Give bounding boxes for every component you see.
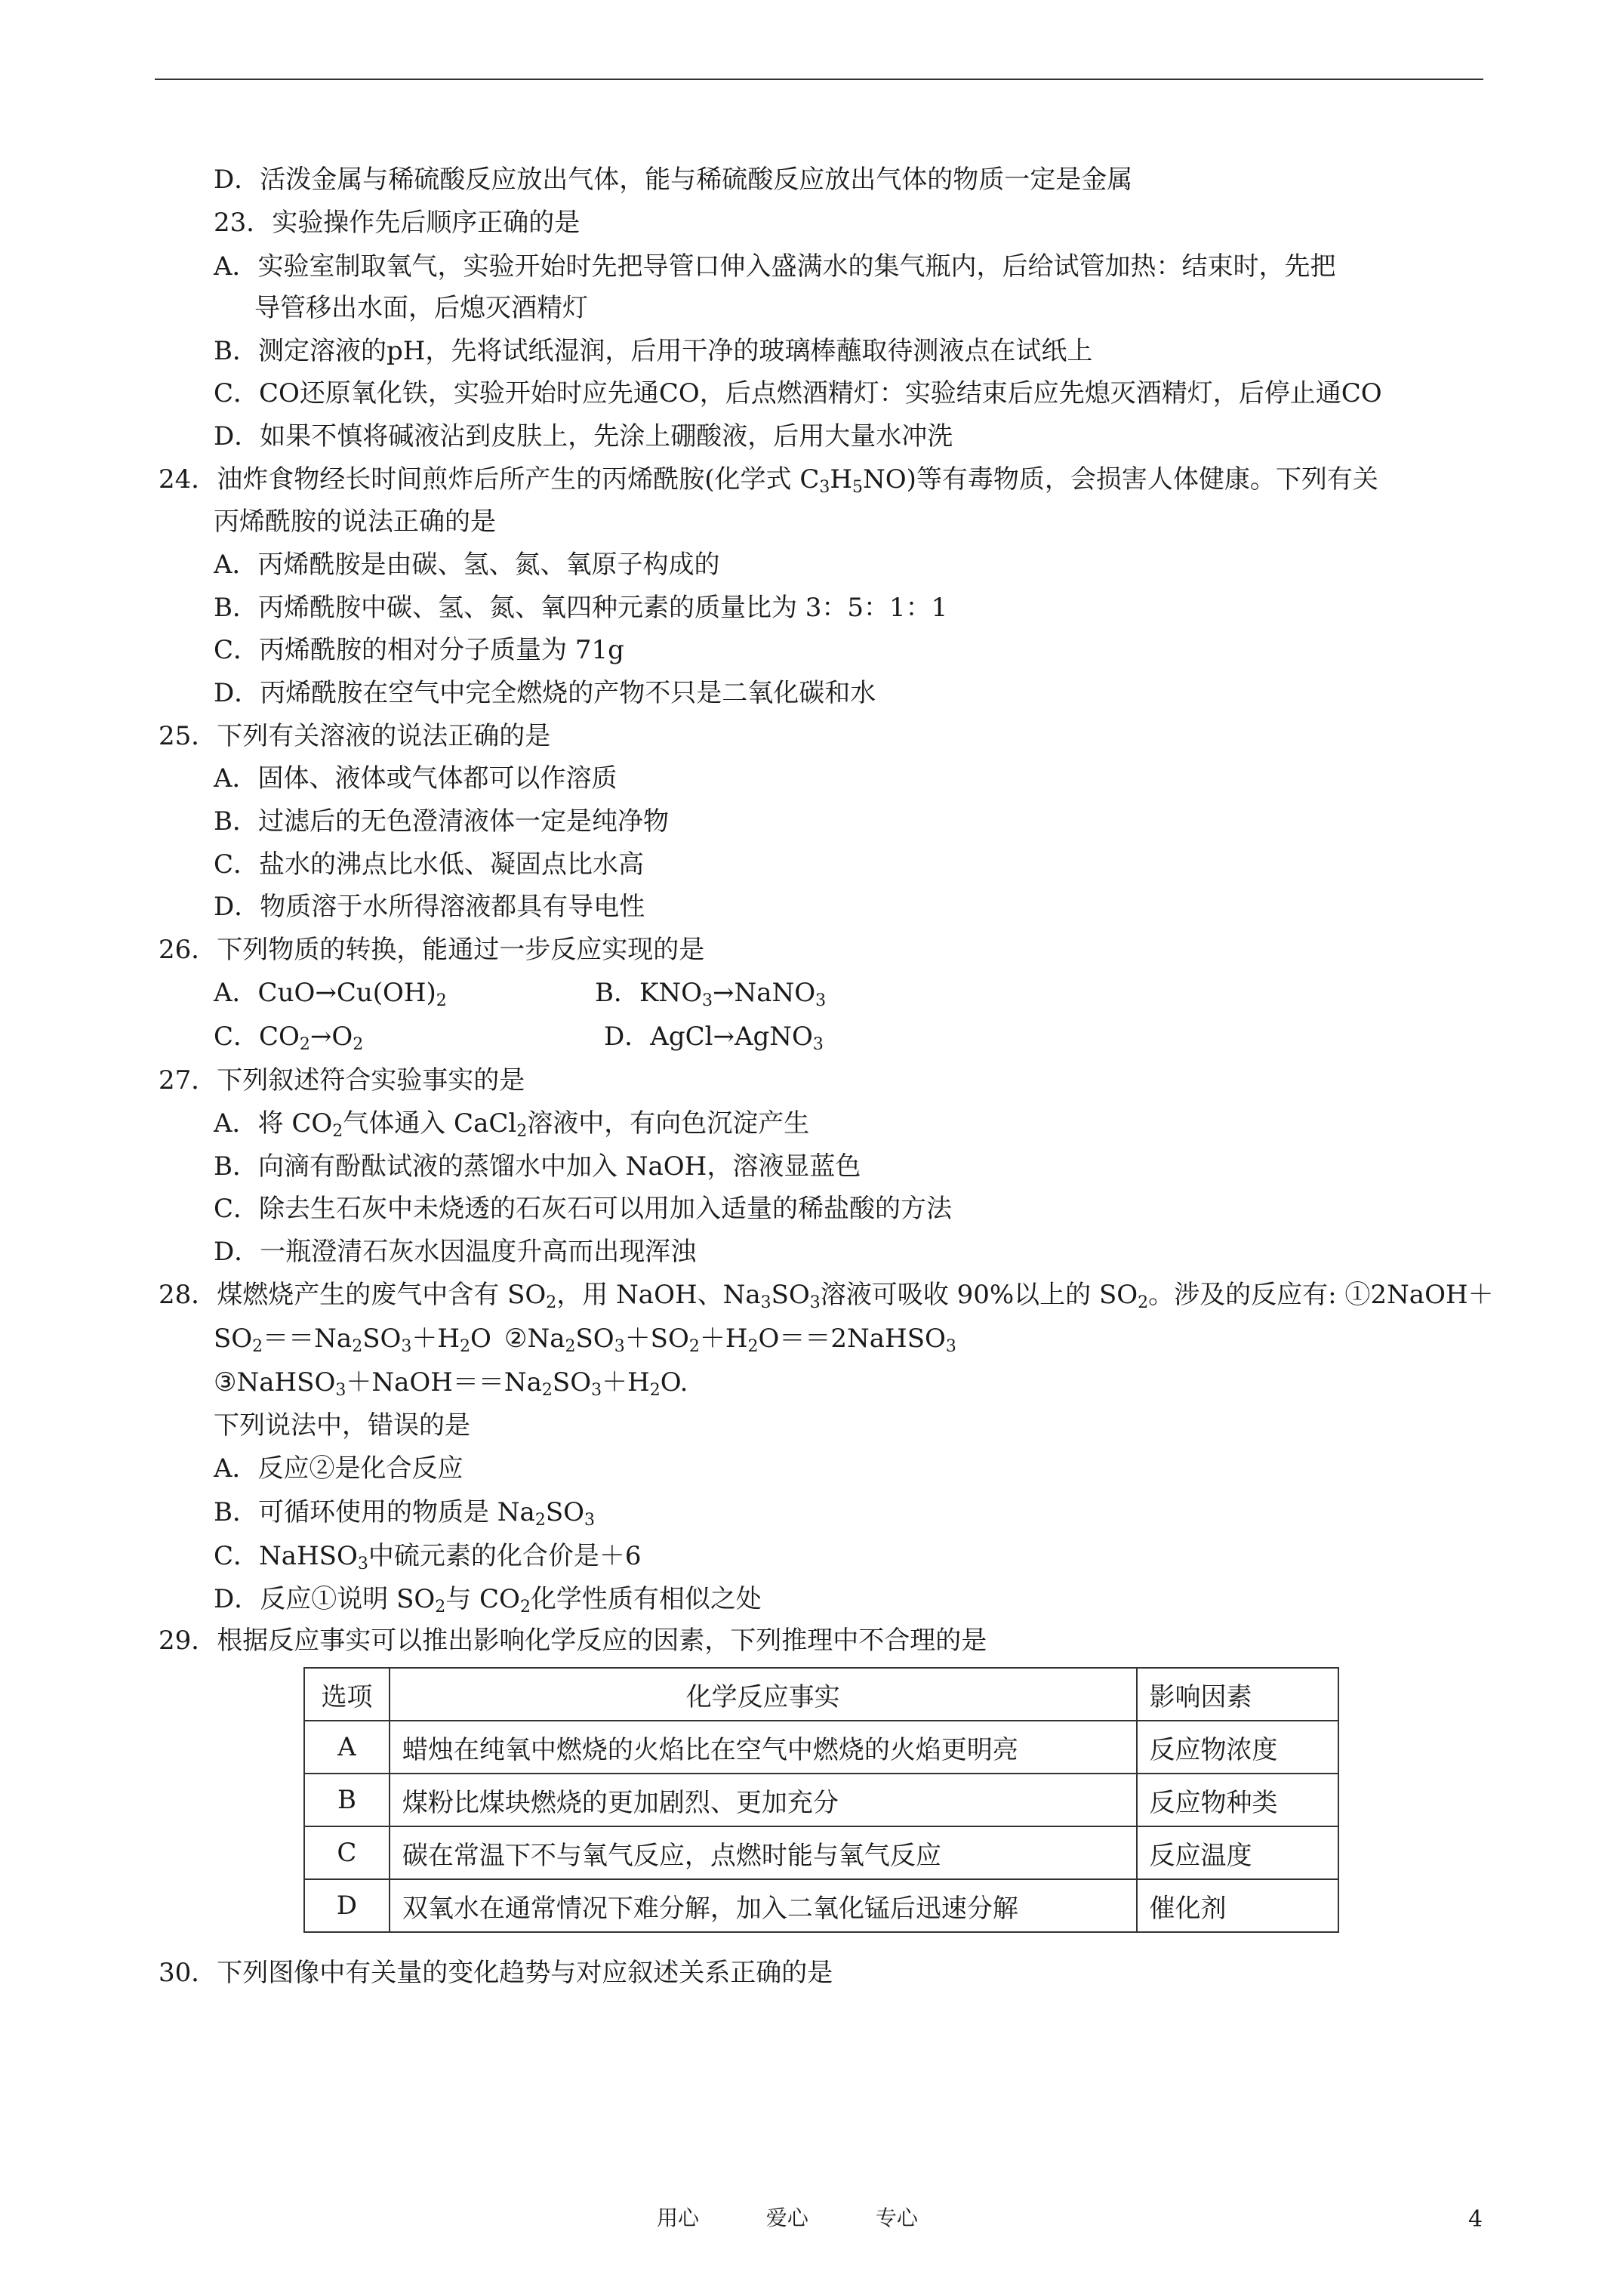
q29-stem: 29．根据反应事实可以推出影响化学反应的因素，下列推理中不合理的是	[159, 1626, 987, 1656]
q28-equation-1: $SO_2==Na_2SO_3+H_2O$	[214, 1324, 491, 1356]
q23-stem: 23．实验操作先后顺序正确的是	[214, 208, 581, 238]
q28-equation-3: $③NaHSO_3+NaOH==Na_2SO_3+H_2O$.	[214, 1367, 688, 1400]
table-cell: 反应温度	[1137, 1826, 1338, 1879]
table-cell: 双氧水在通常情况下难分解，加入二氧化锰后迅速分解	[390, 1879, 1137, 1932]
q28-equation-2: $②Na_2SO_3+SO_2+H_2O==2NaHSO_3$	[504, 1324, 956, 1356]
table-cell: 碳在常温下不与氧气反应，点燃时能与氧气反应	[390, 1826, 1137, 1879]
table-header-cell: 影响因素	[1137, 1668, 1338, 1721]
table-cell: 蜡烛在纯氧中燃烧的火焰比在空气中燃烧的火焰更明亮	[390, 1721, 1137, 1774]
q27-option-a: A．将 $CO_2$气体通入 CaCl$_2$溶液中，有向色沉淀产生	[214, 1108, 810, 1141]
page-number: 4	[1468, 2206, 1483, 2233]
table-header-cell: 选项	[304, 1668, 390, 1721]
footer-motto-item: 用心	[657, 2205, 700, 2230]
q26-option-a: A．$CuO\to Cu(OH)_2$	[214, 978, 447, 1010]
q22-option-d: D．活泼金属与稀硫酸反应放出气体，能与稀硫酸反应放出气体的物质一定是金属	[214, 165, 1133, 195]
q27-option-d: D．一瓶澄清石灰水因温度升高而出现浑浊	[214, 1237, 697, 1267]
table-row	[304, 1826, 1338, 1879]
table-row	[304, 1879, 1338, 1932]
q24-option-a: A．丙烯酰胺是由碳、氢、氮、氧原子构成的	[214, 550, 720, 580]
q23-option-c: C．CO还原氧化铁，实验开始时应先通CO，后点燃酒精灯：实验结束后应先熄灭酒精灯，后停止通CO	[214, 378, 1382, 408]
q25-option-d: D．物质溶于水所得溶液都具有导电性	[214, 892, 645, 922]
table-cell: D	[304, 1879, 390, 1932]
q27-stem: 27．下列叙述符合实验事实的是	[159, 1065, 525, 1096]
q28-option-a: A．反应②是化合反应	[214, 1453, 463, 1484]
q23-option-a-cont: 导管移出水面，后熄灭酒精灯	[254, 293, 588, 323]
q26-option-d: D．AgCl→AgNO$_3$	[604, 1022, 824, 1054]
q28-option-b: B．可循环使用的物质是 $Na_2SO_3$	[214, 1497, 595, 1530]
table-cell: A	[304, 1721, 390, 1774]
q25-stem: 25．下列有关溶液的说法正确的是	[159, 721, 551, 751]
table-cell: 反应物浓度	[1137, 1721, 1338, 1774]
q24-option-c: C．丙烯酰胺的相对分子质量为 71g	[214, 635, 624, 665]
q24-option-d: D．丙烯酰胺在空气中完全燃烧的产物不只是二氧化碳和水	[214, 678, 876, 708]
q24-option-b: B．丙烯酰胺中碳、氢、氮、氧四种元素的质量比为 3：5：1：1	[214, 593, 948, 623]
q30-stem: 30．下列图像中有关量的变化趋势与对应叙述关系正确的是	[159, 1958, 833, 1988]
table-cell: B	[304, 1774, 390, 1826]
q23-option-b: B．测定溶液的pH，先将试纸湿润，后用干净的玻璃棒蘸取待测液点在试纸上	[214, 336, 1093, 366]
table-cell: 催化剂	[1137, 1879, 1338, 1932]
q28-ask: 下列说法中，错误的是	[214, 1410, 470, 1441]
table-cell: 煤粉比煤块燃烧的更加剧烈、更加充分	[390, 1774, 1137, 1826]
table-header-cell: 化学反应事实	[390, 1668, 1137, 1721]
q27-option-b: B．向滴有酚酞试液的蒸馏水中加入 NaOH，溶液显蓝色	[214, 1151, 861, 1182]
header-rule	[155, 79, 1483, 80]
table-cell: C	[304, 1826, 390, 1879]
q27-option-c: C．除去生石灰中未烧透的石灰石可以用加入适量的稀盐酸的方法	[214, 1194, 953, 1224]
q28-option-d: D．反应①说明 $SO_2$与 $CO_2$化学性质有相似之处	[214, 1584, 762, 1616]
q28-stem: 28．煤燃烧产生的废气中含有 $SO_2$，用 NaOH、$Na_3SO_3$溶液可吸收 90%以上的 $SO_2$。涉及的反应有: ①2NaOH＋	[159, 1280, 1494, 1312]
q23-option-d: D．如果不慎将碱液沾到皮肤上，先涂上硼酸液，后用大量水冲洗	[214, 421, 953, 451]
q24-stem: 24．油炸食物经长时间煎炸后所产生的丙烯酰胺(化学式 $C_3H_5NO$)等有毒物质，会损害人体健康。下列有关	[159, 464, 1378, 497]
q24-stem-cont: 丙烯酰胺的说法正确的是	[214, 507, 496, 537]
q25-option-c: C．盐水的沸点比水低、凝固点比水高	[214, 849, 645, 880]
q25-option-a: A．固体、液体或气体都可以作溶质	[214, 763, 617, 794]
footer-motto	[657, 2205, 978, 2232]
q26-option-c: C．$CO_2\to O_2$	[214, 1022, 364, 1054]
table-cell: 反应物种类	[1137, 1774, 1338, 1826]
q25-option-b: B．过滤后的无色澄清液体一定是纯净物	[214, 806, 669, 837]
footer-motto-item: 爱心	[765, 2205, 808, 2230]
q23-option-a: A．实验室制取氧气，实验开始时先把导管口伸入盛满水的集气瓶内，后给试管加热：结束时，先把	[214, 251, 1336, 282]
q26-option-b: B．$KNO_3\to NaNO_3$	[595, 978, 827, 1010]
table-row	[304, 1774, 1338, 1826]
table-row	[304, 1721, 1338, 1774]
table-header-row	[304, 1668, 1338, 1721]
q29-factors-table	[303, 1667, 1339, 1933]
q28-option-c: C．NaHSO$_3$中硫元素的化合价是＋6	[214, 1541, 642, 1573]
q26-stem: 26．下列物质的转换，能通过一步反应实现的是	[159, 935, 705, 965]
footer-motto-item: 专心	[875, 2205, 918, 2230]
